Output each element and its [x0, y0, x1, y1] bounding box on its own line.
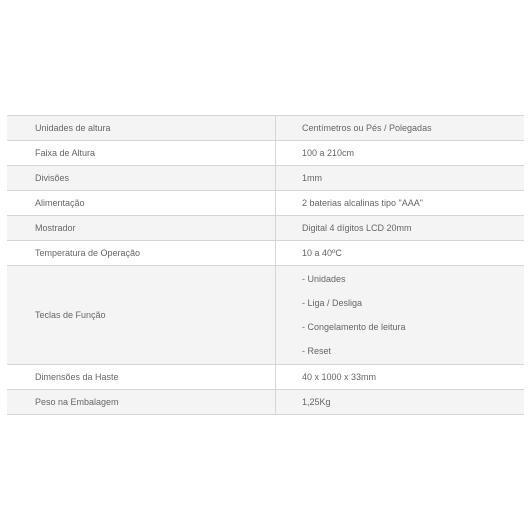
spec-value: 100 a 210cm [276, 141, 525, 166]
function-key-item: - Unidades [302, 274, 346, 284]
spec-row-display [7, 216, 524, 241]
spec-row-power [7, 191, 524, 216]
spec-label: Teclas de Função [7, 266, 276, 365]
spec-value: 40 x 1000 x 33mm [276, 365, 525, 390]
spec-label: Peso na Embalagem [7, 390, 276, 415]
function-key-item: - Liga / Desliga [302, 298, 363, 308]
spec-value: Centímetros ou Pés / Polegadas [276, 116, 525, 141]
spec-label: Faixa de Altura [7, 141, 276, 166]
spec-value-list [276, 266, 525, 365]
function-key-item: - Reset [302, 346, 332, 356]
specifications-table [7, 115, 524, 415]
function-key-item: - Congelamento de leitura [302, 322, 406, 332]
spec-label: Alimentação [7, 191, 276, 216]
spec-label: Divisões [7, 166, 276, 191]
spec-label: Unidades de altura [7, 116, 276, 141]
spec-row-height-range [7, 141, 524, 166]
spec-label: Dimensões da Haste [7, 365, 276, 390]
spec-value: Digital 4 dígitos LCD 20mm [276, 216, 525, 241]
spec-label: Temperatura de Operação [7, 241, 276, 266]
spec-row-rod-dimensions [7, 365, 524, 390]
spec-row-divisions [7, 166, 524, 191]
spec-value: 10 a 40ºC [276, 241, 525, 266]
spec-value: 1,25Kg [276, 390, 525, 415]
spec-label: Mostrador [7, 216, 276, 241]
spec-row-package-weight [7, 390, 524, 415]
spec-value: 1mm [276, 166, 525, 191]
spec-row-function-keys [7, 266, 524, 365]
spec-value: 2 baterias alcalinas tipo "AAA" [276, 191, 525, 216]
spec-row-height-units [7, 116, 524, 141]
spec-row-operating-temperature [7, 241, 524, 266]
